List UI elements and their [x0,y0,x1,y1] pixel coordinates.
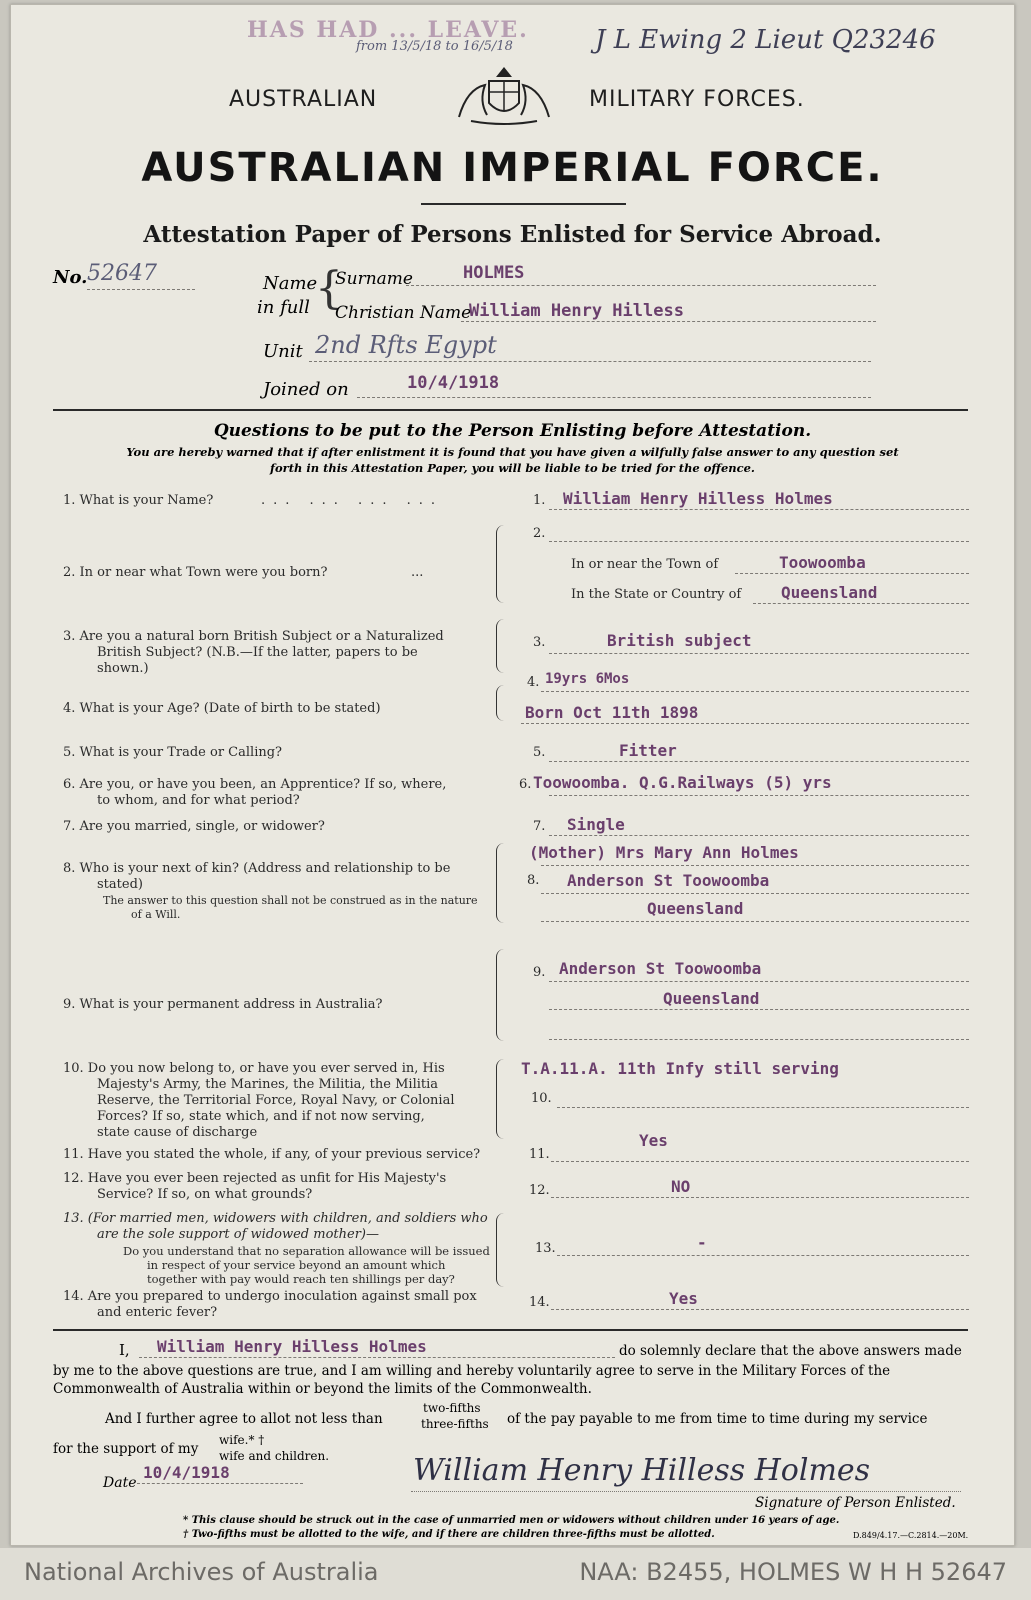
question-13-line-3: Do you understand that no separation allowance will be issued [123,1244,490,1258]
declaration-i: I, [119,1341,130,1359]
birth-town-label: In or near the Town of [571,557,719,572]
answer-brace [496,1213,505,1287]
question-13-line-2: are the sole support of widowed mother)— [97,1227,379,1242]
wife-option: wife.* † [219,1433,265,1447]
answer-8-address: Anderson St Toowoomba [567,871,770,890]
question-3-line-2: British Subject? (N.B.—If the latter, papers to be [97,645,418,660]
allotment-start: And I further agree to allot not less than [105,1411,383,1427]
attestation-paper [10,4,1015,1546]
support-of: for the support of my [53,1441,199,1457]
in-full-label: in full [257,297,310,318]
questions-heading: Questions to be put to the Person Enlisting before Attestation. [213,421,812,441]
answer-6: Toowoomba. Q.G.Railways (5) yrs [533,773,832,792]
question-9: 9. What is your permanent address in Australia? [63,997,383,1012]
declarant-name: William Henry Hilless Holmes [157,1337,427,1356]
question-2: 2. In or near what Town were you born? [63,565,328,580]
question-11: 11. Have you stated the whole, if any, of your previous service? [63,1147,481,1162]
surname-label: Surname [335,269,413,289]
signature-label: Signature of Person Enlisted. [755,1495,956,1511]
birth-town-value: Toowoomba [779,553,866,572]
unit-value: 2nd Rfts Egypt [315,331,497,359]
answer-8-state: Queensland [647,899,744,918]
question-3-line-1: 3. Are you a natural born British Subject or a Naturalized [63,629,444,644]
date-label: Date [103,1475,137,1491]
answer-number-14: 14. [529,1295,550,1310]
question-10-line-4: Forces? If so, state which, and if not now serving, [97,1109,425,1124]
question-8-line-1: 8. Who is your next of kin? (Address and relationship to be [63,861,451,876]
answer-number-13: 13. [535,1241,556,1256]
answer-11: Yes [639,1131,668,1150]
question-10-line-5: state cause of discharge [97,1125,258,1140]
answer-number-7: 7. [533,819,546,834]
answer-4-age: 19yrs 6Mos [545,671,630,687]
answer-brace [496,843,505,923]
archive-name: National Archives of Australia [24,1558,379,1586]
question-1: 1. What is your Name? [63,493,214,508]
christian-name-value: William Henry Hilless [469,301,684,321]
header-right-title: MILITARY FORCES. [589,87,805,112]
surname-value: HOLMES [463,263,525,283]
answer-7: Single [567,815,625,834]
question-5: 5. What is your Trade or Calling? [63,745,283,760]
question-10-line-3: Reserve, the Territorial Force, Royal Navy, or Colonial [97,1093,455,1108]
question-10-line-2: Majesty's Army, the Marines, the Militia, the Militia [97,1077,439,1092]
subtitle: Attestation Paper of Persons Enlisted for Service Abroad. [143,221,882,248]
answer-number-11: 11. [529,1147,550,1162]
form-code: D.849/4.17.—C.2814.—20M. [853,1531,969,1540]
question-14-line-1: 14. Are you prepared to undergo inoculation against small pox [63,1289,477,1304]
question-8-note-2: of a Will. [131,908,181,921]
three-fifths: three-fifths [421,1417,489,1431]
answer-brace [496,685,505,721]
answer-number-4: 4. [527,675,540,690]
warning-line-1: You are hereby warned that if after enlistment it is found that you have given a wilfully false answer to any question set [126,445,899,459]
warning-line-2: forth in this Attestation Paper, you will be liable to be tried for the offence. [270,461,755,475]
answer-brace [496,525,505,603]
question-12-line-1: 12. Have you ever been rejected as unfit for His Majesty's [63,1171,447,1186]
main-title: AUSTRALIAN IMPERIAL FORCE. [141,145,884,191]
question-14-line-2: and enteric fever? [97,1305,218,1320]
answer-brace [496,949,505,1041]
footnote-1: * This clause should be struck out in the case of unmarried men or widowers without children under 16 years of age. [183,1515,840,1526]
question-6-line-2: to whom, and for what period? [97,793,300,808]
question-13-line-1: 13. (For married men, widowers with children, and soldiers who [63,1211,488,1226]
leader-dots: ... ... ... ... [261,493,443,508]
answer-5: Fitter [619,741,677,760]
question-13-line-5: together with pay would reach ten shillings per day? [147,1272,455,1286]
question-8-line-2: stated) [97,877,143,892]
declaration-line-2: by me to the above questions are true, and I am willing and hereby voluntarily agree to serve in the Military Forces of the [53,1363,891,1379]
coat-of-arms-icon [449,61,559,127]
declaration-line-3: Commonwealth of Australia within or beyond the limits of the Commonwealth. [53,1381,592,1397]
answer-4-birth: Born Oct 11th 1898 [525,703,699,722]
name-brace: { [315,263,343,314]
answer-number-8: 8. [527,873,540,888]
birth-state-label: In the State or Country of [571,587,742,602]
header-left-title: AUSTRALIAN [229,87,378,112]
question-4: 4. What is your Age? (Date of birth to be stated) [63,701,381,716]
regimental-number: 52647 [87,261,157,286]
allotment-end: of the pay payable to me from time to time during my service [507,1411,928,1427]
joined-on-value: 10/4/1918 [407,373,500,393]
answer-number-5: 5. [533,745,546,760]
question-6-line-1: 6. Are you, or have you been, an Apprentice? If so, where, [63,777,447,792]
stamp-note: from 13/5/18 to 16/5/18 [356,39,513,54]
leave-stamp: HAS HAD ... LEAVE. [247,17,529,43]
question-13-line-4: in respect of your service beyond an amount which [147,1258,446,1272]
answer-9-state: Queensland [663,989,760,1008]
answer-12: NO [671,1177,691,1196]
unit-label: Unit [263,341,303,362]
declaration-line-1: do solemnly declare that the above answers made [619,1343,962,1359]
no-label: No. [53,267,88,288]
answer-number-6: 6. [519,777,532,792]
answer-number-9: 9. [533,965,546,980]
handwritten-annotation: J L Ewing 2 Lieut Q23246 [595,25,936,55]
answer-number-3: 3. [533,635,546,650]
archive-reference: NAA: B2455, HOLMES W H H 52647 [579,1558,1007,1586]
signature: William Henry Hilless Holmes [413,1453,871,1488]
answer-number-10: 10. [531,1091,552,1106]
answer-number-2: 2. [533,526,546,541]
answer-number-12: 12. [529,1183,550,1198]
answer-number-1: 1. [533,493,546,508]
question-10-line-1: 10. Do you now belong to, or have you ever served in, His [63,1061,445,1076]
question-8-note-1: The answer to this question shall not be construed as in the nature [103,894,478,907]
answer-3: British subject [607,631,752,650]
answer-13: - [697,1233,707,1252]
answer-9-street: Anderson St Toowoomba [559,959,762,978]
date-value: 10/4/1918 [143,1463,230,1482]
two-fifths: two-fifths [423,1401,481,1415]
question-12-line-2: Service? If so, on what grounds? [97,1187,313,1202]
birth-state-value: Queensland [781,583,878,602]
answer-8-next-of-kin: (Mother) Mrs Mary Ann Holmes [529,843,799,862]
leader-dots: ... [411,565,424,580]
question-7: 7. Are you married, single, or widower? [63,819,325,834]
answer-brace [496,1059,505,1139]
name-label: Name [263,273,318,294]
answer-brace [496,619,505,673]
answer-14: Yes [669,1289,698,1308]
wife-and-children-option: wife and children. [219,1449,330,1463]
footnote-2: † Two-fifths must be allotted to the wife, and if there are children three-fifths must be allotted. [183,1529,715,1540]
question-3-line-3: shown.) [97,661,149,676]
archive-footer [0,1548,1031,1600]
answer-1: William Henry Hilless Holmes [563,489,833,508]
joined-on-label: Joined on [263,379,349,400]
christian-name-label: Christian Name [335,303,472,323]
answer-10: T.A.11.A. 11th Infy still serving [521,1059,839,1078]
